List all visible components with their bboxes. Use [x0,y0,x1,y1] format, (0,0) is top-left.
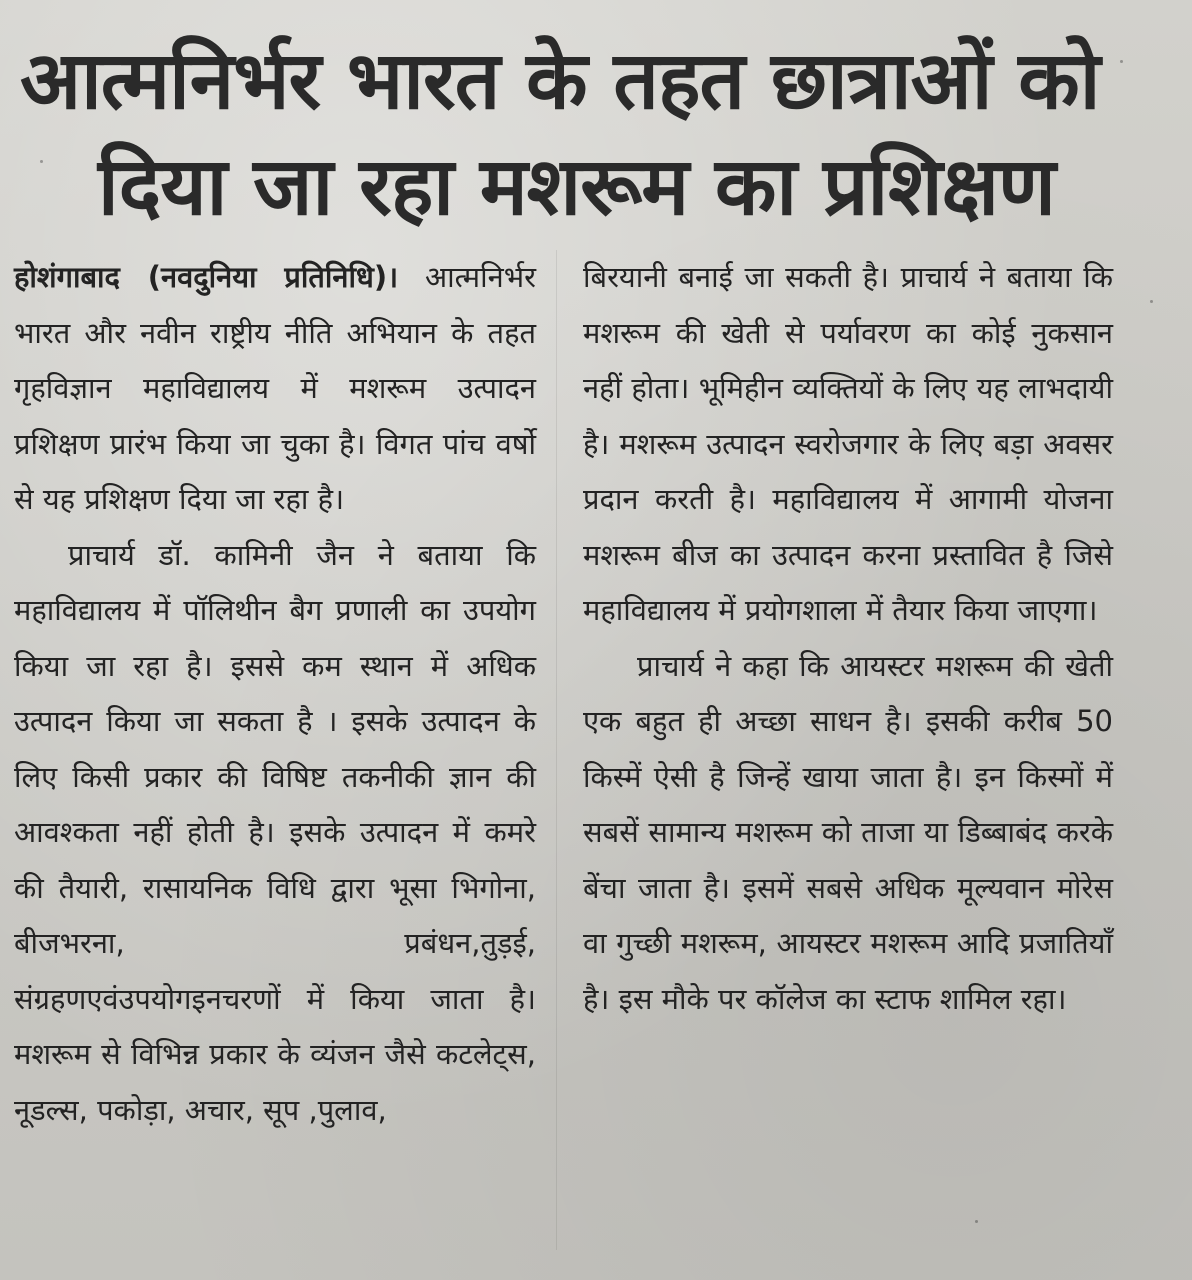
headline-line-1: आत्मनिर्भर भारत के तहत छात्राओं को [20,34,1100,127]
paper-speck [1120,60,1123,63]
left-paragraph-1-text: आत्मनिर्भर भारत और नवीन राष्ट्रीय नीति अभियान के तहत गृहविज्ञान महाविद्यालय में मशरूम उत्पादन प्रशिक्षण प्रारंभ किया जा चुका है। विगत पांच वर्षो से यह प्रशिक्षण दिया जा रहा है। [14,260,536,516]
column-divider [556,250,557,1250]
headline [20,28,1160,240]
right-paragraph-2: प्राचार्य ने कहा कि आयस्टर मशरूम की खेती एक बहुत ही अच्छा साधन है। इसकी करीब 50 किस्में ऐसी है जिन्हें खाया जाता है। इन किस्मों में सबसें सामान्य मशरूम को ताजा या डिब्बाबंद करके बेंचा जाता है। इसमें सबसे अधिक मूल्यवान मोरेस वा गुच्छी मशरूम, आयस्टर मशरूम आदि प्रजातियाँ है। इस मौके पर कॉलेज का स्टाफ शामिल रहा। [583,648,1113,1016]
left-column [14,250,536,1138]
dateline: होशंगाबाद (नवदुनिया प्रतिनिधि)। [14,260,399,294]
paper-speck [1150,300,1153,303]
paper-speck [40,160,43,163]
right-column [583,250,1113,1027]
left-paragraph-2: प्राचार्य डॉ. कामिनी जैन ने बताया कि महाविद्यालय में पॉलिथीन बैग प्रणाली का उपयोग किया जा रहा है। इससे कम स्थान में अधिक उत्पादन किया जा सकता है । इसके उत्पादन के लिए किसी प्रकार की विषिष्ट तकनीकी ज्ञान की आवश्कता नहीं होती है। इसके उत्पादन में कमरे की तैयारी, रासायनिक विधि द्वारा भूसा भिगोना, बीजभरना, प्रबंधन,तुड़ई, संग्रहणएवंउपयोगइनचरणों में किया जाता है। मशरूम से विभिन्न प्रकार के व्यंजन जैसे कटलेट्स, नूडल्स, पकोड़ा, अचार, सूप ,पुलाव, [14,537,536,1127]
left-paragraph-1 [14,250,536,528]
paper-speck [975,1220,978,1223]
headline-line-2: दिया जा रहा मशरूम का प्रशिक्षण [98,140,1055,233]
right-paragraph-1: बिरयानी बनाई जा सकती है। प्राचार्य ने बताया कि मशरूम की खेती से पर्यावरण का कोई नुकसान नहीं होता। भूमिहीन व्यक्तियों के लिए यह लाभदायी है। मशरूम उत्पादन स्वरोजगार के लिए बड़ा अवसर प्रदान करती है। महाविद्यालय में आगामी योजना मशरूम बीज का उत्पादन करना प्रस्तावित है जिसे महाविद्यालय में प्रयोगशाला में तैयार किया जाएगा। [583,260,1113,627]
